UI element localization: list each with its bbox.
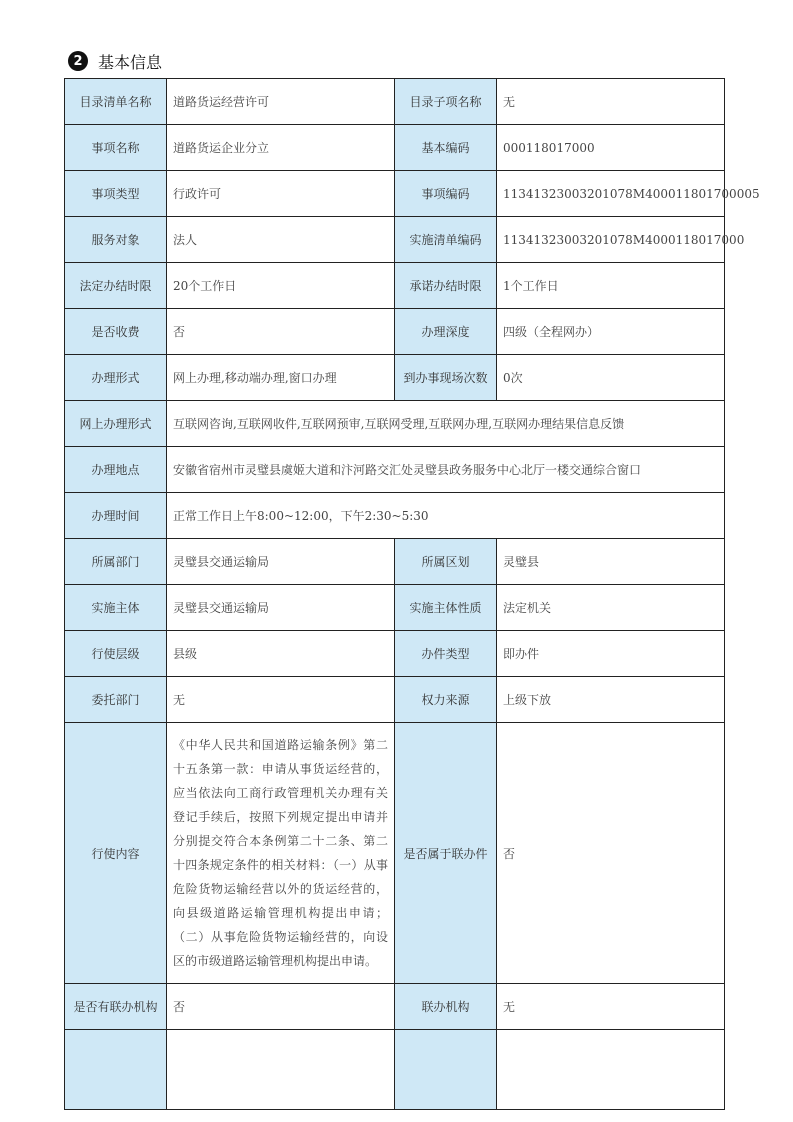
field-value: 0次 bbox=[497, 355, 725, 401]
field-value: 1个工作日 bbox=[497, 263, 725, 309]
field-label: 行使层级 bbox=[65, 631, 167, 677]
field-value: 11341323003201078M400011801700005 bbox=[497, 171, 725, 217]
field-label: 实施主体性质 bbox=[395, 585, 497, 631]
field-label: 目录子项名称 bbox=[395, 79, 497, 125]
field-label: 权力来源 bbox=[395, 677, 497, 723]
table-row bbox=[65, 677, 725, 723]
table-row bbox=[65, 1030, 725, 1110]
field-label: 目录清单名称 bbox=[65, 79, 167, 125]
field-label: 所属区划 bbox=[395, 539, 497, 585]
field-label: 承诺办结时限 bbox=[395, 263, 497, 309]
field-label: 实施清单编码 bbox=[395, 217, 497, 263]
field-label: 事项类型 bbox=[65, 171, 167, 217]
field-value bbox=[497, 1030, 725, 1110]
table-row bbox=[65, 79, 725, 125]
field-value: 灵璧县交通运输局 bbox=[167, 585, 395, 631]
field-value: 无 bbox=[497, 79, 725, 125]
field-value: 上级下放 bbox=[497, 677, 725, 723]
table-row bbox=[65, 493, 725, 539]
field-value: 000118017000 bbox=[497, 125, 725, 171]
field-value: 灵璧县交通运输局 bbox=[167, 539, 395, 585]
table-row bbox=[65, 309, 725, 355]
basic-info-table bbox=[64, 78, 760, 1110]
field-label: 行使内容 bbox=[65, 723, 167, 984]
field-label: 是否属于联办件 bbox=[395, 723, 497, 984]
field-value: 20个工作日 bbox=[167, 263, 395, 309]
table-row bbox=[65, 539, 725, 585]
table-row bbox=[65, 263, 725, 309]
table-row bbox=[65, 217, 725, 263]
field-value: 行政许可 bbox=[167, 171, 395, 217]
field-label bbox=[65, 1030, 167, 1110]
field-value: 无 bbox=[497, 984, 725, 1030]
field-label: 所属部门 bbox=[65, 539, 167, 585]
field-value: 灵璧县 bbox=[497, 539, 725, 585]
field-label: 办理地点 bbox=[65, 447, 167, 493]
field-label: 办理形式 bbox=[65, 355, 167, 401]
table-row bbox=[65, 171, 725, 217]
field-label: 基本编码 bbox=[395, 125, 497, 171]
field-value: 道路货运经营许可 bbox=[167, 79, 395, 125]
section-title: 基本信息 bbox=[98, 52, 163, 72]
field-value: 法定机关 bbox=[497, 585, 725, 631]
field-label: 办件类型 bbox=[395, 631, 497, 677]
table-row bbox=[65, 984, 725, 1030]
field-label: 事项名称 bbox=[65, 125, 167, 171]
field-value: 否 bbox=[167, 984, 395, 1030]
field-value: 网上办理,移动端办理,窗口办理 bbox=[167, 355, 395, 401]
field-value: 否 bbox=[167, 309, 395, 355]
field-label: 网上办理形式 bbox=[65, 401, 167, 447]
field-value: 道路货运企业分立 bbox=[167, 125, 395, 171]
field-label: 联办机构 bbox=[395, 984, 497, 1030]
table-row bbox=[65, 447, 725, 493]
field-label bbox=[395, 1030, 497, 1110]
field-label: 实施主体 bbox=[65, 585, 167, 631]
field-value: 互联网咨询,互联网收件,互联网预审,互联网受理,互联网办理,互联网办理结果信息反馈 bbox=[167, 401, 725, 447]
field-label: 到办事现场次数 bbox=[395, 355, 497, 401]
field-label: 办理深度 bbox=[395, 309, 497, 355]
field-value bbox=[167, 1030, 395, 1110]
field-label: 是否收费 bbox=[65, 309, 167, 355]
table-row bbox=[65, 401, 725, 447]
field-label: 事项编码 bbox=[395, 171, 497, 217]
field-label: 是否有联办机构 bbox=[65, 984, 167, 1030]
field-label: 委托部门 bbox=[65, 677, 167, 723]
table-row bbox=[65, 585, 725, 631]
field-label: 办理时间 bbox=[65, 493, 167, 539]
section-header bbox=[68, 49, 162, 73]
table-row bbox=[65, 723, 725, 984]
field-value: 法人 bbox=[167, 217, 395, 263]
field-value: 无 bbox=[167, 677, 395, 723]
table-row bbox=[65, 631, 725, 677]
field-value: 11341323003201078M4000118017000 bbox=[497, 217, 725, 263]
field-value: 四级（全程网办） bbox=[497, 309, 725, 355]
table-row bbox=[65, 355, 725, 401]
field-label: 服务对象 bbox=[65, 217, 167, 263]
section-number-badge: 2 bbox=[68, 51, 88, 71]
field-value-long: 《中华人民共和国道路运输条例》第二十五条第一款：申请从事货运经营的，应当依法向工商行政管理机关办理有关登记手续后，按照下列规定提出申请并分别提交符合本条例第二十二条、第二十四条规定条件的相关材料：（一）从事危险货物运输经营以外的货运经营的，向县级道路运输管理机构提出申请；（二）从事危险货物运输经营的，向设区的市级道路运输管理机构提出申请。 bbox=[167, 723, 395, 984]
table-row bbox=[65, 125, 725, 171]
field-value: 即办件 bbox=[497, 631, 725, 677]
field-value: 安徽省宿州市灵璧县虞姬大道和汴河路交汇处灵璧县政务服务中心北厅一楼交通综合窗口 bbox=[167, 447, 725, 493]
field-label: 法定办结时限 bbox=[65, 263, 167, 309]
field-value: 县级 bbox=[167, 631, 395, 677]
field-value: 正常工作日上午8:00~12:00，下午2:30~5:30 bbox=[167, 493, 725, 539]
field-value: 否 bbox=[497, 723, 725, 984]
